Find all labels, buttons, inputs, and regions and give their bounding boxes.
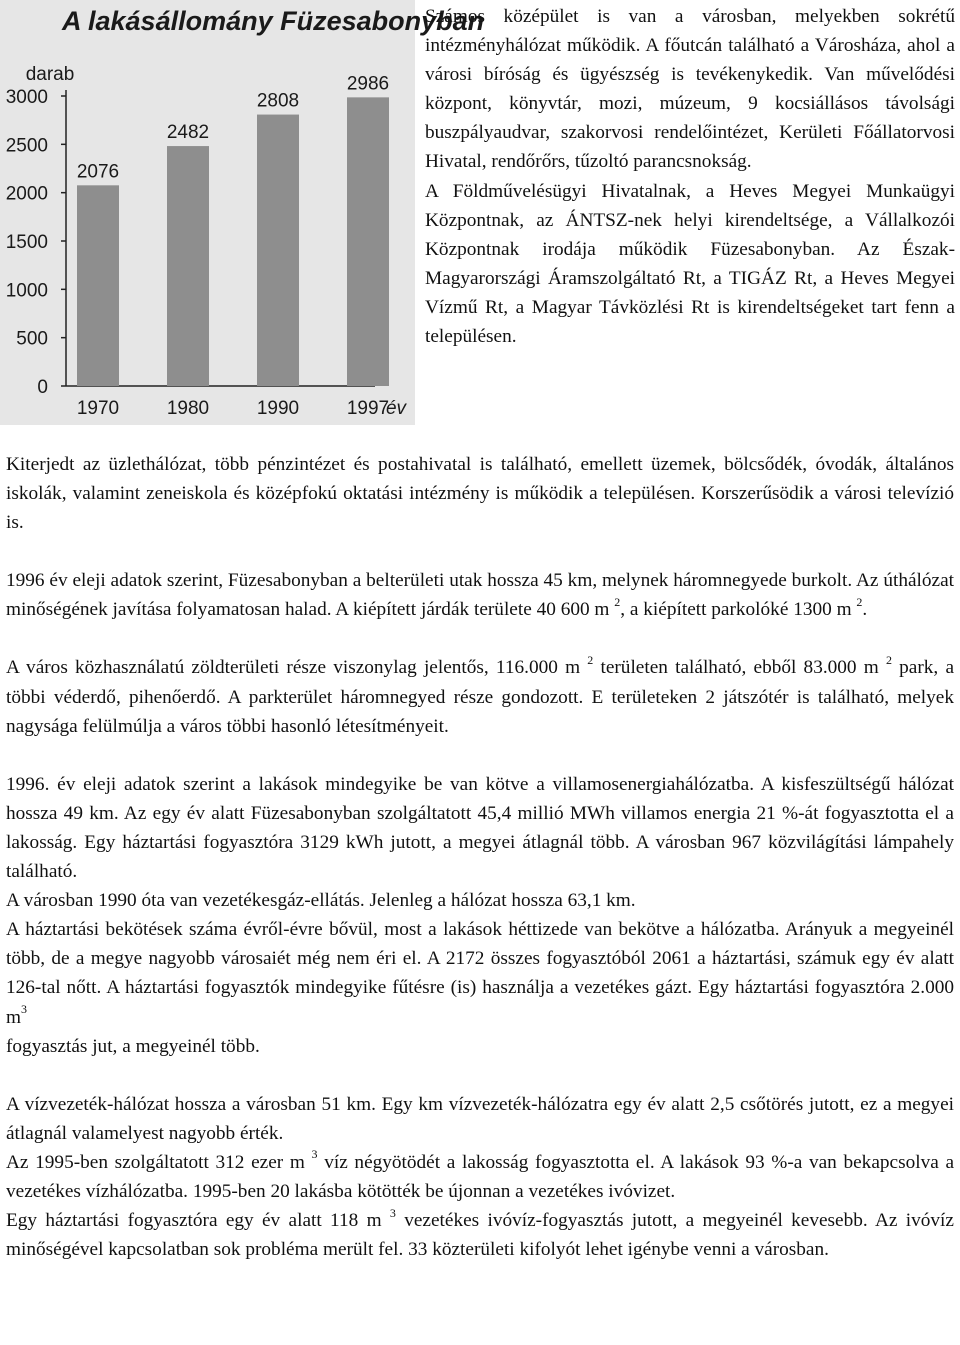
gas-text-2: fogyasztás jut, a megyeinél több. xyxy=(6,1035,260,1057)
green-text-3: park, a többi véderdő, pihenőerdő. A parkterület háromnegyed része gondozott. E területeken 2 játszótér is található, melyek nagysága felülmúlja a város többi hasonló létesítményeit. xyxy=(6,657,954,737)
roads-text-3: . xyxy=(862,599,868,621)
superscript: 2 xyxy=(587,653,594,668)
green-text-1: A város közhasználatú zöldterületi része viszonylag jelentős, 116.000 m xyxy=(6,657,581,679)
x-axis-label: év xyxy=(385,398,407,419)
paragraph-drinking-water xyxy=(6,1206,954,1264)
y-tick-label: 500 xyxy=(16,328,48,350)
side-paragraph-1: Számos középület is van a városban, melyekben sokrétű intézményhálózat működik. A főutcán található a Városháza, ahol a városi bíróság és ügyészség is tevékenykedik. Van művelődési központ, könyvtár, mozi, múzeum, 9 kocsiállásos távolsági buszpályaudvar, szakorvosi rendelőintézet, Kerületi Főállatorvosi Hivatal, rendőrőrs, tűzoltó parancsnokság. xyxy=(425,6,955,173)
x-category-label: 1990 xyxy=(256,398,300,419)
paragraph-gas: A városban 1990 óta van vezetékesgáz-ellátás. Jelenleg a hálózat hossza 63,1 km. xyxy=(6,890,636,912)
paragraph-water-supply xyxy=(6,1148,954,1206)
bar-chart-svg xyxy=(0,0,485,425)
superscript: 3 xyxy=(389,1205,396,1220)
roads-text-2: , a kiépített parkolóké 1300 m xyxy=(620,599,852,621)
gas-text-1: A háztartási bekötések száma évről-évre bővül, most a lakások héttizede van bekötve a hálózatba. Arányuk a megyeinél több, de a megye nagyobb városaiét még nem éri el. A 2172 összes fogyasztóból 2061 a háztartási, számuk egy év alatt 126-tal nőtt. A háztartási fogyasztók mindegyike fűtésre (is) használja a vezetékes gázt. Egy háztartási fogyasztóra 2.000 m xyxy=(6,919,954,1028)
paragraph-roads xyxy=(6,566,954,624)
side-paragraph-2: A Földművelésügyi Hivatalnak, a Heves Megyei Munkaügyi Központnak, az ÁNTSZ-nek helyi kirendeltsége, a Vállalkozói Központnak irodája működik Füzesabonyban. Az Észak-Magyarországi Áramszolgáltató Rt, a TIGÁZ Rt, a Heves Megyei Vízmű Rt, a Magyar Távközlési Rt is kirendeltségeket tart fenn a településen. xyxy=(425,180,955,348)
bar xyxy=(347,97,389,386)
housing-stock-chart xyxy=(0,0,485,425)
bar-value-label: 2986 xyxy=(346,73,390,95)
chart-title: A lakásállomány Füzesabonyban xyxy=(62,6,485,36)
superscript: 3 xyxy=(21,1002,27,1017)
y-tick-label: 0 xyxy=(37,377,48,398)
side-text-column xyxy=(425,2,955,351)
paragraph-green-areas xyxy=(6,653,954,740)
roads-text-1: 1996 év eleji adatok szerint, Füzesabonyban a belterületi utak hossza 45 km, melynek háromnegyede burkolt. Az úthálózat minőségének javítása folyamatosan halad. A kiépített járdák területe 40 600 m xyxy=(6,570,954,621)
y-tick-label: 3000 xyxy=(5,87,48,108)
body-text xyxy=(6,450,954,1264)
superscript: 2 xyxy=(856,594,863,609)
paragraph-water-network: A vízvezeték-hálózat hossza a városban 51 km. Egy km vízvezeték-hálózatra egy év alatt 2,5 csőtörés jutott, ez a megyei átlagnál valamelyest nagyobb érték. xyxy=(6,1093,954,1144)
water-text-1: Az 1995-ben szolgáltatott 312 ezer m xyxy=(6,1151,305,1173)
superscript: 3 xyxy=(311,1147,318,1162)
superscript: 2 xyxy=(614,594,621,609)
drinking-text-1: Egy háztartási fogyasztóra egy év alatt 118 m xyxy=(6,1210,382,1232)
green-text-2: területen található, ebből 83.000 m xyxy=(593,657,879,679)
x-category-label: 1997 xyxy=(346,398,390,419)
y-axis-label: darab xyxy=(25,64,75,85)
paragraph-electricity: 1996. év eleji adatok szerint a lakások mindegyike be van kötve a villamosenergiahálózatba. A kisfeszültségű hálózat hossza 49 km. Az egy év alatt Füzesabonyban szolgáltatott 45,4 millió MWh villamos energia 21 %-át fogyasztotta el a lakosság. Egy háztartási fogyasztóra 3129 kWh jutott, a megyei átlagnál több. A városban 967 közvilágítási lámpahely található. xyxy=(6,773,954,883)
bar-value-label: 2076 xyxy=(76,161,120,183)
y-tick-label: 2500 xyxy=(5,135,48,157)
x-category-label: 1980 xyxy=(166,398,210,419)
superscript: 2 xyxy=(885,653,892,668)
bar xyxy=(77,185,119,386)
y-tick-label: 1500 xyxy=(5,232,48,253)
y-tick-label: 2000 xyxy=(5,183,48,205)
bar-value-label: 2808 xyxy=(256,90,300,112)
y-tick-label: 1000 xyxy=(5,280,48,302)
bar xyxy=(257,115,299,386)
paragraph-commerce: Kiterjedt az üzlethálózat, több pénzintézet és postahivatal is található, emellett üzemek, bölcsődék, óvodák, általános iskolák, valamint zeneiskola és középfokú oktatási intézmény is működik a településen. Korszerűsödik a városi televízió is. xyxy=(6,454,954,534)
bar xyxy=(167,146,209,386)
drinking-text-2: vezetékes ivóvíz-fogyasztás jutott, a megyeinél kevesebb. Az ivóvíz minőségével kapcsolatban sok probléma merült fel. 33 közterületi kifolyót lehet igénybe venni a városban. xyxy=(6,1210,954,1261)
bar-value-label: 2482 xyxy=(166,122,210,144)
water-text-2: víz négyötödét a lakosság fogyasztotta el. A lakások 93 %-a van bekapcsolva a vezetékes vízhálózatba. 1995-ben 20 lakásba kötötték be újonnan a vezetékes ivóvizet. xyxy=(6,1151,954,1202)
x-category-label: 1970 xyxy=(76,398,120,419)
paragraph-gas-connections xyxy=(6,915,954,1060)
